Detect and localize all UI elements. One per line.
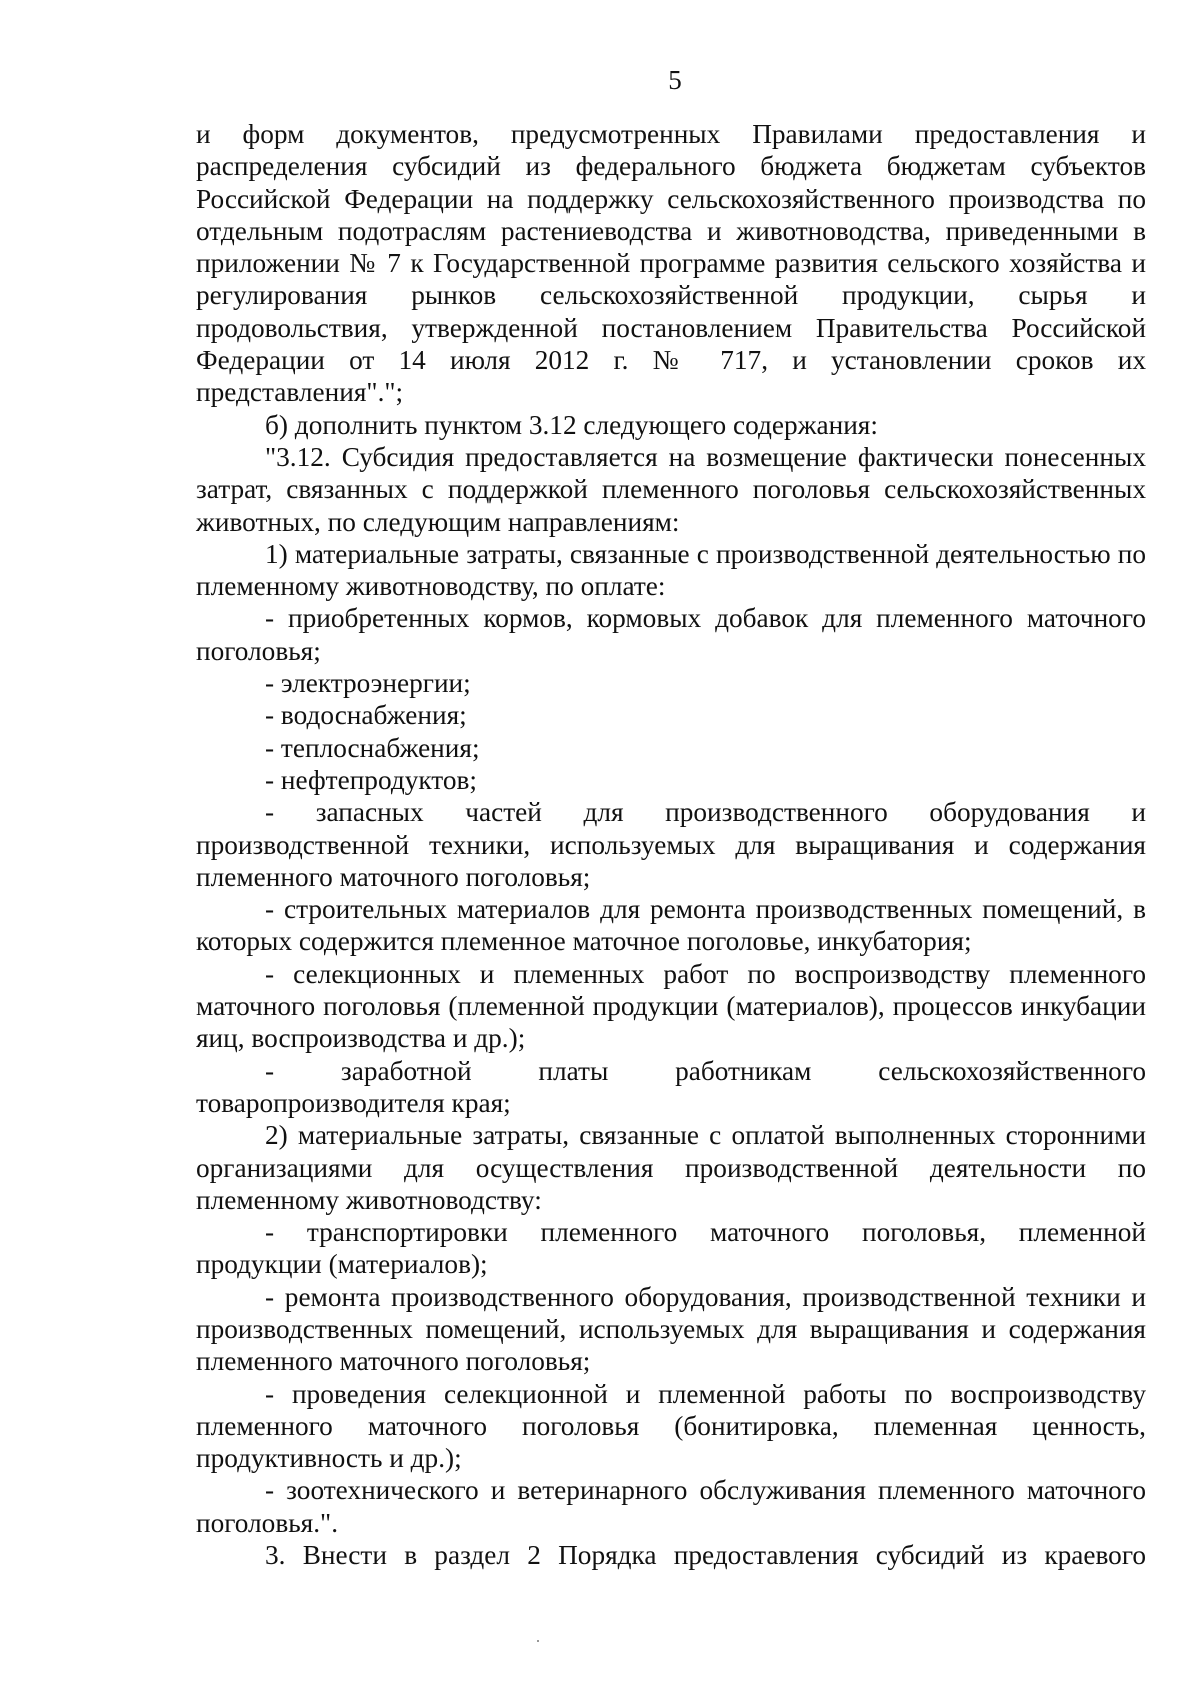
page-number: 5 [668, 65, 682, 95]
list-item: - транспортировки племенного маточного поголовья, племенной продукции (материалов); [196, 1217, 1146, 1280]
list-item: - ремонта производственного оборудования, производственной техники и производственных помещений, используемых для выращивания и содержания племенного маточного поголовья; [196, 1281, 1146, 1377]
list-item: - запасных частей для производственного оборудования и производственной техники, используемых для выращивания и содержания племенного маточного поголовья; [196, 797, 1146, 892]
paragraph-direction-2: 2) материальные затраты, связанные с оплатой выполненных сторонними организациями для осуществления производственной деятельности по племенному животноводству: [196, 1120, 1146, 1215]
list-item: - нефтепродуктов; [265, 764, 477, 795]
list-item: - проведения селекционной и племенной работы по воспроизводству племенного маточного поголовья (бонитировка, племенная ценность, продуктивность и др.); [196, 1378, 1146, 1474]
paragraph-item-3: 3. Внести в раздел 2 Порядка предоставления субсидий из краевого [265, 1540, 1146, 1571]
paragraph-intro: и форм документов, предусмотренных Правилами предоставления и распределения субсидий из федерального бюджета бюджетам субъектов Российской Федерации на поддержку сельскохозяйственного производства по отдельным подотраслям растениеводства и животноводства, приведенными в приложении № 7 к Государственной программе развития сельского хозяйства и регулирования рынков сельскохозяйственной продукции, сырья и продовольствия, утвержденной постановлением Правительства Российской Федерации от 14 июля 2012 г. № 717, и установлении сроков их представления"."; [196, 119, 1146, 408]
list-item: - строительных материалов для ремонта производственных помещений, в которых содержится племенное маточное поголовье, инкубатория; [196, 894, 1146, 957]
list-item: - селекционных и племенных работ по воспроизводству племенного маточного поголовья (племенной продукции (материалов), процессов инкубации яиц, воспроизводства и др.); [196, 958, 1146, 1054]
scan-speck [537, 1640, 539, 1642]
list-item: - теплоснабжения; [265, 732, 480, 763]
list-item: - зоотехнического и ветеринарного обслуживания племенного маточного поголовья.". [196, 1475, 1146, 1538]
paragraph-direction-1: 1) материальные затраты, связанные с производственной деятельностью по племенному животноводству, по оплате: [196, 538, 1146, 602]
paragraph-clause-3-12: "3.12. Субсидия предоставляется на возмещение фактически понесенных затрат, связанных с поддержкой племенного поголовья сельскохозяйственных животных, по следующим направлениям: [196, 441, 1146, 537]
list-item: - приобретенных кормов, кормовых добавок для племенного маточного поголовья; [196, 603, 1146, 666]
list-item: - электроэнергии; [265, 668, 471, 699]
paragraph-item-b: б) дополнить пунктом 3.12 следующего содержания: [265, 409, 878, 440]
list-item: - заработной платы работникам сельскохозяйственного товаропроизводителя края; [196, 1055, 1146, 1118]
list-item: - водоснабжения; [265, 700, 467, 731]
document-body [196, 118, 1146, 1571]
